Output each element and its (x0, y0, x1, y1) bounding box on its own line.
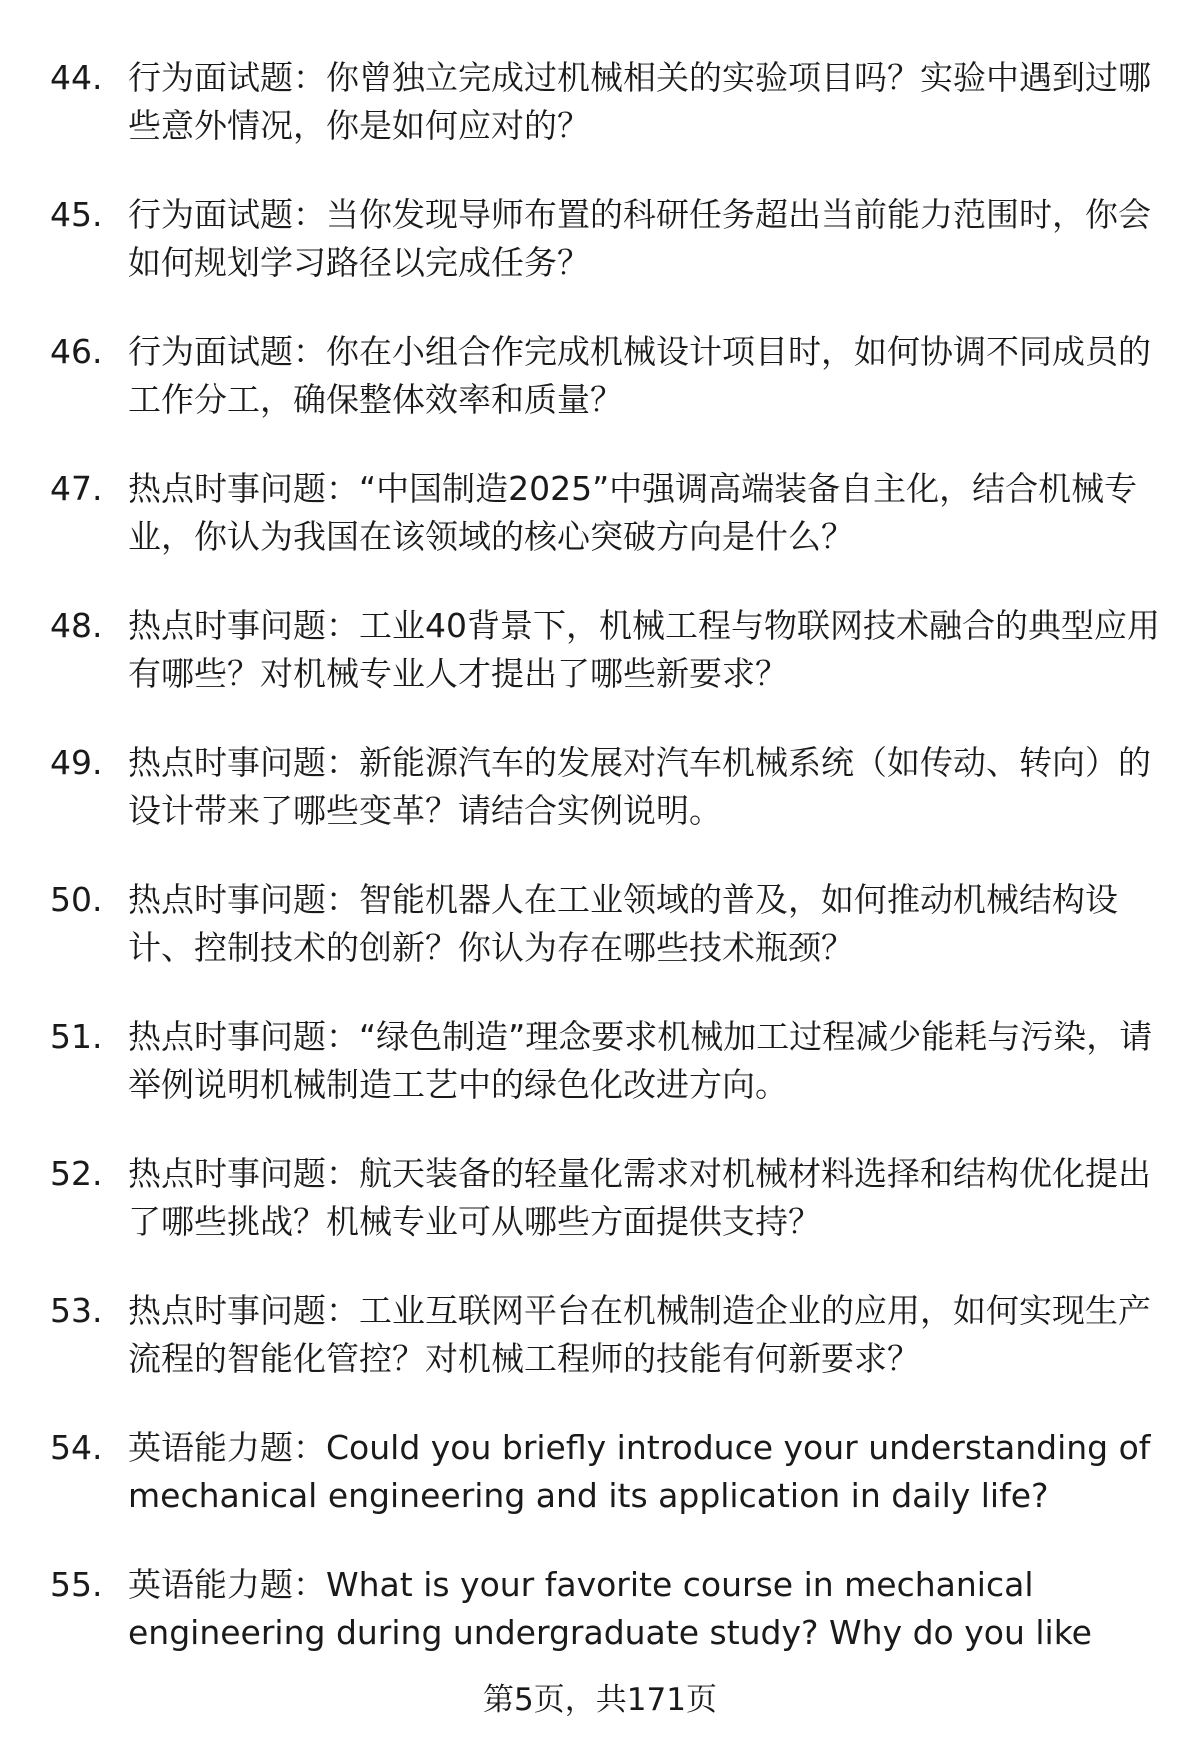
question-text: 英语能力题：What is your favorite course in mechanical engineering during undergraduate study? Why do you like (128, 1565, 1092, 1652)
question-item (50, 1561, 1160, 1657)
question-item (50, 54, 1160, 150)
question-item (50, 1150, 1160, 1246)
page-footer: 第5页，共171页 (483, 1682, 717, 1718)
question-number: 45. (50, 195, 103, 234)
question-text: 热点时事问题：工业互联网平台在机械制造企业的应用，如何实现生产流程的智能化管控？对机械工程师的技能有何新要求？ (128, 1291, 1151, 1378)
question-number: 48. (50, 606, 103, 645)
question-number: 47. (50, 469, 103, 508)
question-text: 行为面试题：你在小组合作完成机械设计项目时，如何协调不同成员的工作分工，确保整体效率和质量？ (128, 332, 1151, 419)
question-number: 50. (50, 880, 103, 919)
question-item (50, 191, 1160, 287)
question-item (50, 1287, 1160, 1383)
question-text: 热点时事问题：智能机器人在工业领域的普及，如何推动机械结构设计、控制技术的创新？你认为存在哪些技术瓶颈？ (128, 880, 1118, 967)
question-number: 53. (50, 1291, 103, 1330)
question-item (50, 465, 1160, 561)
question-item (50, 1013, 1160, 1109)
question-item (50, 739, 1160, 835)
question-text: 热点时事问题：“中国制造2025”中强调高端装备自主化，结合机械专业，你认为我国在该领域的核心突破方向是什么？ (128, 469, 1138, 556)
question-text: 热点时事问题：新能源汽车的发展对汽车机械系统（如传动、转向）的设计带来了哪些变革？请结合实例说明。 (128, 743, 1151, 830)
question-number: 46. (50, 332, 103, 371)
question-item (50, 876, 1160, 972)
question-number: 51. (50, 1017, 103, 1056)
question-item (50, 602, 1160, 698)
question-text: 行为面试题：你曾独立完成过机械相关的实验项目吗？实验中遇到过哪些意外情况，你是如何应对的？ (128, 58, 1151, 145)
question-list (50, 54, 1160, 1698)
question-item (50, 328, 1160, 424)
question-text: 热点时事问题：工业40背景下，机械工程与物联网技术融合的典型应用有哪些？对机械专业人才提出了哪些新要求？ (128, 606, 1160, 693)
question-number: 52. (50, 1154, 103, 1193)
question-item (50, 1424, 1160, 1520)
question-number: 54. (50, 1428, 103, 1467)
question-number: 44. (50, 58, 103, 97)
question-text: 英语能力题：Could you briefly introduce your understanding of mechanical engineering and its application in daily life? (128, 1428, 1151, 1515)
question-text: 热点时事问题：航天装备的轻量化需求对机械材料选择和结构优化提出了哪些挑战？机械专业可从哪些方面提供支持？ (128, 1154, 1151, 1241)
question-text: 行为面试题：当你发现导师布置的科研任务超出当前能力范围时，你会如何规划学习路径以完成任务？ (128, 195, 1151, 282)
question-number: 55. (50, 1565, 103, 1604)
question-number: 49. (50, 743, 103, 782)
question-text: 热点时事问题：“绿色制造”理念要求机械加工过程减少能耗与污染，请举例说明机械制造工艺中的绿色化改进方向。 (128, 1017, 1153, 1104)
